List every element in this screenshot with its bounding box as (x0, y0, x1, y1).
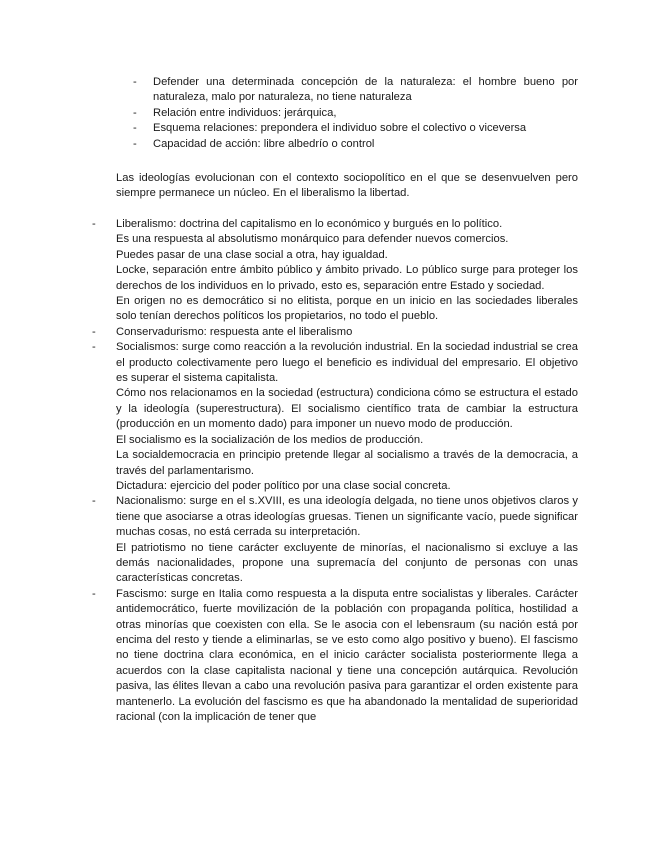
ideologies-list (92, 217, 578, 725)
list-item-fascismo (92, 587, 578, 726)
paragraph: Liberalismo: doctrina del capitalismo en lo económico y burgués en lo político. (116, 218, 503, 230)
paragraph: Fascismo: surge en Italia como respuesta a la disputa entre socialistas y liberales. Carácter antidemocrático, fuerte movilización de la población con propaganda política, hostilidad a otras minorías que coexisten con ella. Se le asocia con el lebensraum (su nación está por encima del resto y tiende a eliminarlas, se ve esto como algo positivo y bueno). El fascismo no tiene doctrina clara económica, en el inicio carácter socialista posteriormente llega a acuerdos con la clase capitalista nacional y tiene una concepción autárquica. Revolución pasiva, las élites llevan a cabo una revolución pasiva para garantizar el orden existente para mantenerlo. La evolución del fascismo es que ha abandonado la mentalidad de superioridad racional (con la implicación de tener que (116, 587, 578, 723)
bullet-dash: - (92, 587, 96, 600)
paragraph: El socialismo es la socialización de los medios de producción. (116, 433, 424, 446)
bullet-dash: - (92, 495, 96, 508)
bullet-dash: - (92, 218, 96, 230)
bullet-dash: - (92, 341, 96, 354)
list-item (133, 121, 578, 136)
paragraph: Puedes pasar de una clase social a otra, hay igualdad. (116, 248, 388, 261)
list-item-liberalismo (92, 217, 578, 325)
intro-paragraph: Las ideologías evolucionan con el contexto sociopolítico en el que se desenvuelven pero siempre permanece un núcleo. En el liberalismo la libertad. (116, 172, 578, 200)
bullet-dash: - (92, 325, 96, 338)
list-item-text: Relación entre individuos: jerárquica, (153, 106, 337, 119)
paragraph: El patriotismo no tiene carácter excluyente de minorías, el nacionalismo si excluye a las demás nacionalidades, propone una supremacía del conjunto de personas con unas características concretas. (116, 541, 578, 585)
list-item (133, 75, 578, 106)
sub-bullet-list (133, 75, 578, 152)
list-item-nacionalismo (92, 494, 578, 586)
paragraph: La socialdemocracia en principio pretende llegar al socialismo a través de la democracia, a través del parlamentarismo. (116, 449, 578, 477)
list-item-text: Esquema relaciones: prepondera el individuo sobre el colectivo o viceversa (153, 122, 527, 135)
paragraph: Dictadura: ejercicio del poder político por una clase social concreta. (116, 479, 451, 492)
paragraph: Locke, separación entre ámbito público y ámbito privado. Lo público surge para proteger los derechos de los individuos en lo privado, esto es, separación entre Estado y sociedad. (116, 264, 578, 292)
paragraph: Socialismos: surge como reacción a la revolución industrial. En la sociedad industrial se crea el producto colectivamente pero luego el beneficio es individual del empresario. El objetivo es superar el sistema capitalista. (116, 341, 578, 385)
bullet-dash: - (133, 106, 137, 119)
list-item (133, 137, 578, 152)
list-item-socialismos (92, 340, 578, 494)
bullet-dash: - (133, 122, 137, 135)
paragraph: Es una respuesta al absolutismo monárquico para defender nuevos comercios. (116, 233, 509, 246)
paragraph: En origen no es democrático si no elitista, porque en un inicio en las sociedades liberales solo tenían derechos políticos los propietarios, no todo el pueblo. (116, 295, 578, 323)
bullet-dash: - (133, 76, 137, 88)
list-item-text: Defender una determinada concepción de la naturaleza: el hombre bueno por naturaleza, malo por naturaleza, no tiene naturaleza (153, 76, 578, 104)
bullet-dash: - (133, 137, 137, 150)
list-item-conservadurismo (92, 325, 578, 340)
list-item-text: Capacidad de acción: libre albedrío o control (153, 137, 375, 150)
paragraph: Conservadurismo: respuesta ante el liberalismo (116, 325, 353, 338)
paragraph: Nacionalismo: surge en el s.XVIII, es una ideología delgada, no tiene unos objetivos claros y tiene que asociarse a otras ideologías gruesas. Tienen un significante vacío, puede significar muchas cosas, no está cerrada su interpretación. (116, 495, 578, 539)
paragraph: Cómo nos relacionamos en la sociedad (estructura) condiciona cómo se estructura el estado y la ideología (superestructura). El socialismo científico trata de cambiar la estructura (producción en un momento dado) para imponer un nuevo modo de producción. (116, 387, 578, 431)
list-item (133, 106, 578, 121)
